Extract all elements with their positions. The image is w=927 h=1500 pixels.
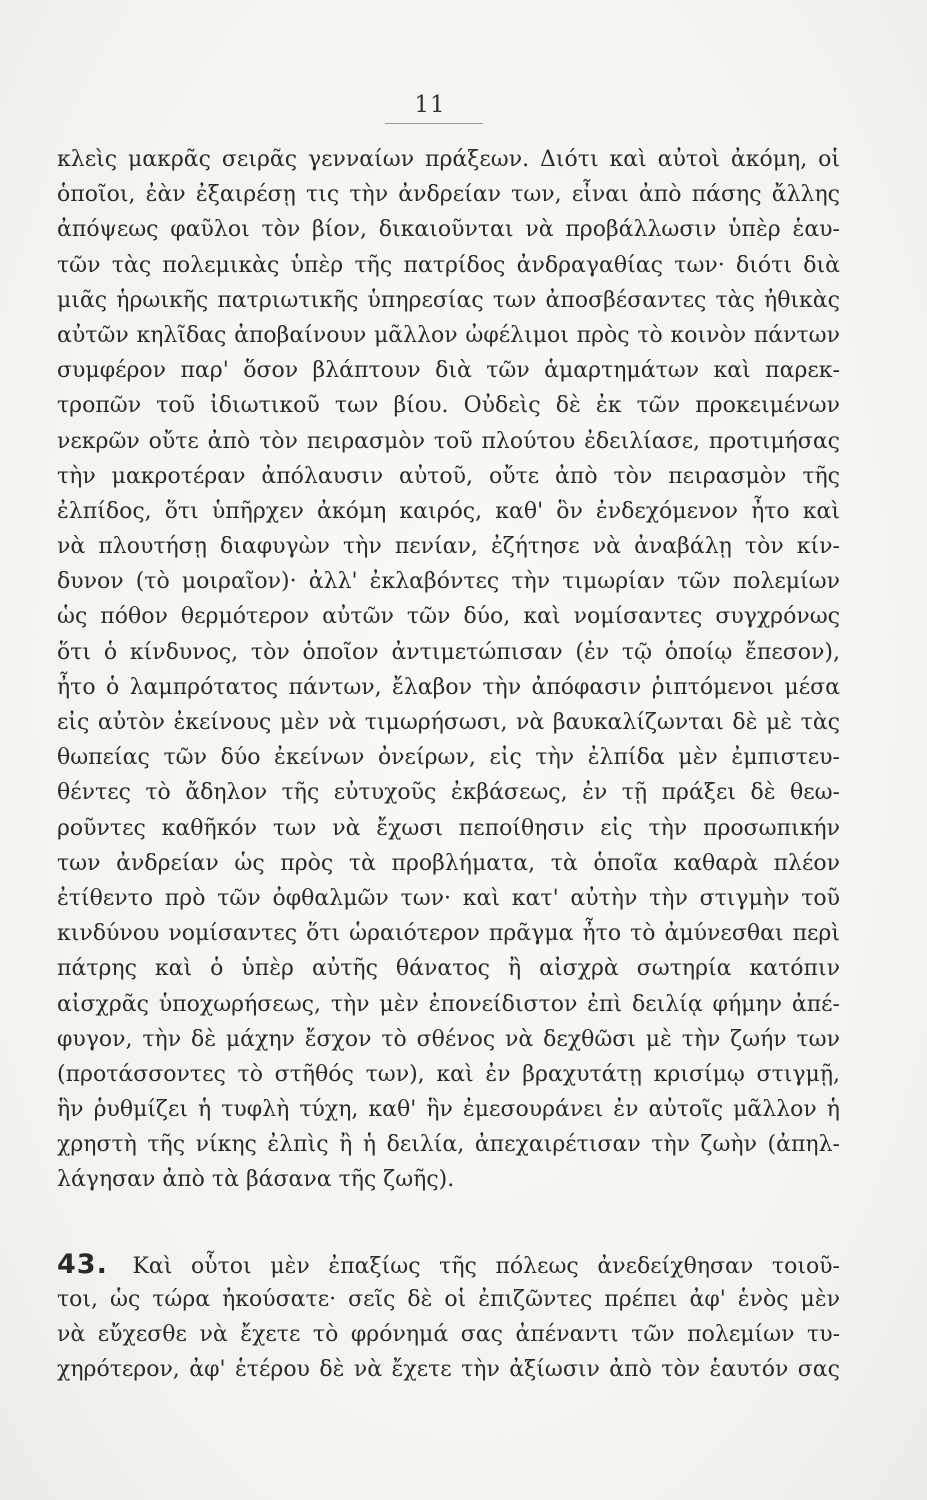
body-text [57, 142, 840, 1387]
text-line: χηρότερον, ἀφ' ἑτέρου δὲ νὰ ἔχετε τὴν ἀξίωσιν ἀπὸ τὸν ἑαυτόν σας [57, 1357, 840, 1383]
text-line: εἰς αὐτὸν ἐκείνους μὲν νὰ τιμωρήσωσι, νὰ βαυκαλίζωνται δὲ μὲ τὰς [57, 710, 840, 735]
text-line: χρηστὴ τῆς νίκης ἐλπὶς ἢ ἡ δειλία, ἀπεχαιρέτισαν τὴν ζωὴν (ἀπηλ- [57, 1132, 840, 1158]
text-line: αὐτῶν κηλῖδας ἀποβαίνουν μᾶλλον ὠφέλιμοι πρὸς τὸ κοινὸν πάντων [57, 322, 840, 348]
text-line: ἣν ῥυθμίζει ἡ τυφλὴ τύχη, καθ' ἣν ἐμεσουράνει ἐν αὐτοῖς μᾶλλον ἡ [57, 1097, 840, 1123]
text-line [57, 1247, 840, 1282]
text-line: ὡς πόθον θερμότερον αὐτῶν τῶν δύο, καὶ νομίσαντες συγχρόνως [57, 604, 840, 630]
paragraph-first-line: Καὶ οὗτοι μὲν ἐπαξίως τῆς πόλεως ἀνεδείχθησαν τοιοῦ- [132, 1253, 840, 1279]
text-line: φυγον, τὴν δὲ μάχην ἔσχον τὸ σθένος νὰ δεχθῶσι μὲ τὴν ζωήν των [57, 1026, 840, 1052]
text-line: δυνον (τὸ μοιραῖον)· ἀλλ' ἐκλαβόντες τὴν τιμωρίαν τῶν πολεμίων [57, 569, 840, 595]
text-line: ἀπόψεως φαῦλοι τὸν βίον, δικαιοῦνται νὰ προβάλλωσιν ὑπὲρ ἑαυ- [57, 217, 840, 243]
text-line: νεκρῶν οὔτε ἀπὸ τὸν πειρασμὸν τοῦ πλούτου ἐδειλίασε, προτιμήσας [57, 428, 840, 454]
text-line: ἦτο ὁ λαμπρότατος πάντων, ἔλαβον τὴν ἀπόφασιν ῥιπτόμενοι μέσα [57, 674, 840, 700]
text-line: λάγησαν ἀπὸ τὰ βάσανα τῆς ζωῆς). [57, 1167, 455, 1193]
text-line: κινδύνου νομίσαντες ὅτι ὡραιότερον πρᾶγμα ἦτο τὸ ἀμύνεσθαι περὶ [57, 921, 840, 947]
paragraph-number: 43. [57, 1248, 108, 1280]
text-line: θωπείας τῶν δύο ἐκείνων ὀνείρων, εἰς τὴν ἐλπίδα μὲν ἐμπιστευ- [57, 745, 840, 771]
text-line: ἐλπίδος, ὅτι ὑπῆρχεν ἀκόμη καιρός, καθ' ὃν ἐνδεχόμενον ἦτο καὶ [57, 498, 840, 524]
text-line: νὰ πλουτήσῃ διαφυγὼν τὴν πενίαν, ἐζήτησε νὰ ἀναβάλῃ τὸν κίν- [57, 534, 840, 560]
text-line: ροῦντες καθῆκόν των νὰ ἔχωσι πεποίθησιν εἰς τὴν προσωπικήν [57, 815, 840, 841]
text-line: αἰσχρᾶς ὑποχωρήσεως, τὴν μὲν ἐπονείδιστον ἐπὶ δειλίᾳ φήμην ἀπέ- [57, 991, 840, 1017]
text-line: τῶν τὰς πολεμικὰς ὑπὲρ τῆς πατρίδος ἀνδραγαθίας των· διότι διὰ [57, 252, 840, 278]
text-line: μιᾶς ἡρωικῆς πατριωτικῆς ὑπηρεσίας των ἀποσβέσαντες τὰς ἠθικὰς [57, 287, 840, 313]
text-line: θέντες τὸ ἄδηλον τῆς εὐτυχοῦς ἐκβάσεως, ἐν τῇ πράξει δὲ θεω- [57, 780, 840, 806]
text-line: νὰ εὔχεσθε νὰ ἔχετε τὸ φρόνημά σας ἀπέναντι τῶν πολεμίων τυ- [57, 1322, 840, 1347]
paragraph-gap [57, 1198, 840, 1247]
text-line: πάτρης καὶ ὁ ὑπὲρ αὐτῆς θάνατος ἢ αἰσχρὰ σωτηρία κατόπιν [57, 956, 840, 982]
text-line: των ἀνδρείαν ὡς πρὸς τὰ προβλήματα, τὰ ὁποῖα καθαρὰ πλέον [57, 850, 840, 876]
text-line: συμφέρον παρ' ὅσον βλάπτουν διὰ τῶν ἁμαρτημάτων καὶ παρεκ- [57, 358, 840, 384]
text-line: ὅτι ὁ κίνδυνος, τὸν ὁποῖον ἀντιμετώπισαν (ἐν τῷ ὁποίῳ ἔπεσον), [57, 639, 840, 665]
paragraph-43 [57, 1247, 840, 1388]
paragraph-42 [57, 142, 840, 1198]
text-line: (προτάσσοντες τὸ στῆθός των), καὶ ἐν βραχυτάτῃ κρισίμῳ στιγμῇ, [57, 1061, 840, 1087]
header-rule [385, 123, 483, 124]
text-line: τὴν μακροτέραν ἀπόλαυσιν αὐτοῦ, οὔτε ἀπὸ τὸν πειρασμὸν τῆς [57, 463, 840, 489]
text-line: τροπῶν τοῦ ἰδιωτικοῦ των βίου. Οὐδεὶς δὲ ἐκ τῶν προκειμένων [57, 393, 840, 419]
text-line: κλεὶς μακρᾶς σειρᾶς γενναίων πράξεων. Διότι καὶ αὐτοὶ ἀκόμη, οἱ [57, 147, 840, 172]
text-line: τοι, ὡς τώρα ἠκούσατε· σεῖς δὲ οἱ ἐπιζῶντες πρέπει ἀφ' ἑνὸς μὲν [57, 1286, 840, 1312]
text-line: ἐτίθεντο πρὸ τῶν ὀφθαλμῶν των· καὶ κατ' αὐτὴν τὴν στιγμὴν τοῦ [57, 885, 840, 911]
text-line: ὁποῖοι, ἐὰν ἐξαιρέσῃ τις τὴν ἀνδρείαν των, εἶναι ἀπὸ πάσης ἄλλης [57, 182, 840, 208]
page-number: 11 [414, 92, 446, 118]
